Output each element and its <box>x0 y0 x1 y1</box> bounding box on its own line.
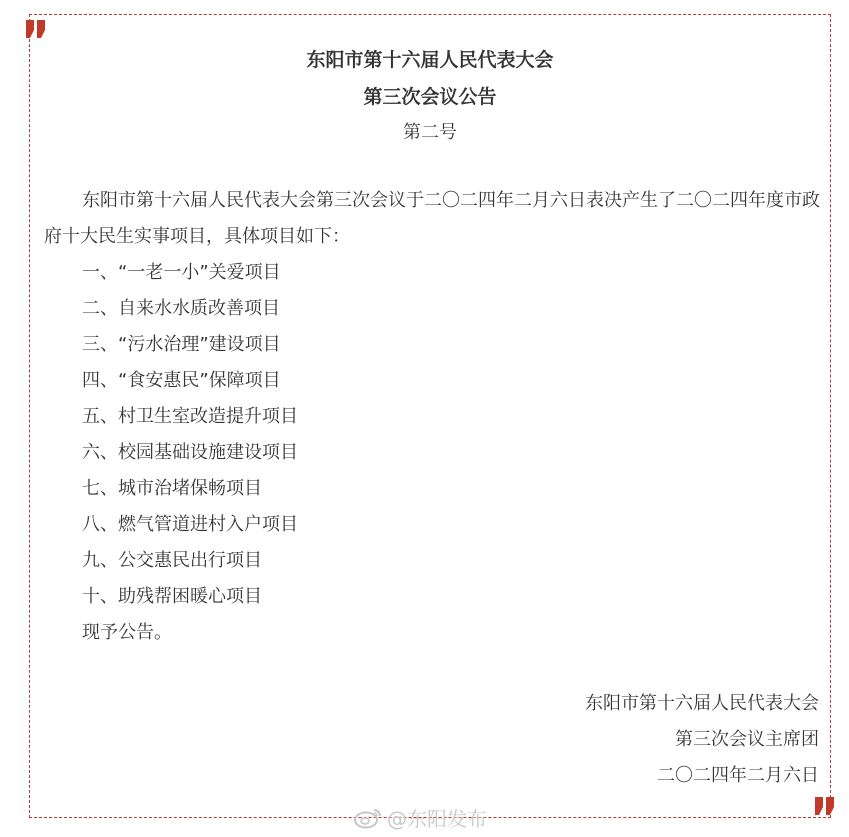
open-quote-icon <box>24 16 48 40</box>
notice-subtitle: 第三次会议公告 <box>363 86 497 108</box>
list-item: 九、公交惠民出行项目 <box>82 550 262 571</box>
watermark <box>353 803 487 832</box>
list-item: 三、“污水治理”建设项目 <box>82 334 281 355</box>
signature-org: 东阳市第十六届人民代表大会 <box>585 693 819 714</box>
close-quote-icon <box>813 795 837 819</box>
signature-date: 二〇二四年二月六日 <box>657 765 819 786</box>
list-item: 一、“一老一小”关爱项目 <box>82 262 281 283</box>
list-item: 二、自来水水质改善项目 <box>82 298 280 319</box>
notice-title: 东阳市第十六届人民代表大会 <box>306 49 554 71</box>
signature-body: 第三次会议主席团 <box>675 729 819 750</box>
list-item: 七、城市治堵保畅项目 <box>82 478 262 499</box>
list-item: 五、村卫生室改造提升项目 <box>82 406 298 427</box>
list-item: 十、助残帮困暖心项目 <box>82 586 262 607</box>
intro-paragraph: 东阳市第十六届人民代表大会第三次会议于二〇二四年二月六日表决产生了二〇二四年度市政府十大民生实事项目，具体项目如下： <box>44 190 820 247</box>
list-item: 八、燃气管道进村入户项目 <box>82 514 298 535</box>
watermark-text: @东阳发布 <box>387 807 487 831</box>
notice-number: 第二号 <box>403 122 457 143</box>
list-item: 六、校园基础设施建设项目 <box>82 442 298 463</box>
list-item: 四、“食安惠民”保障项目 <box>82 370 281 391</box>
project-list <box>82 255 298 615</box>
weibo-icon <box>353 807 383 829</box>
closing-statement: 现予公告。 <box>82 622 172 643</box>
